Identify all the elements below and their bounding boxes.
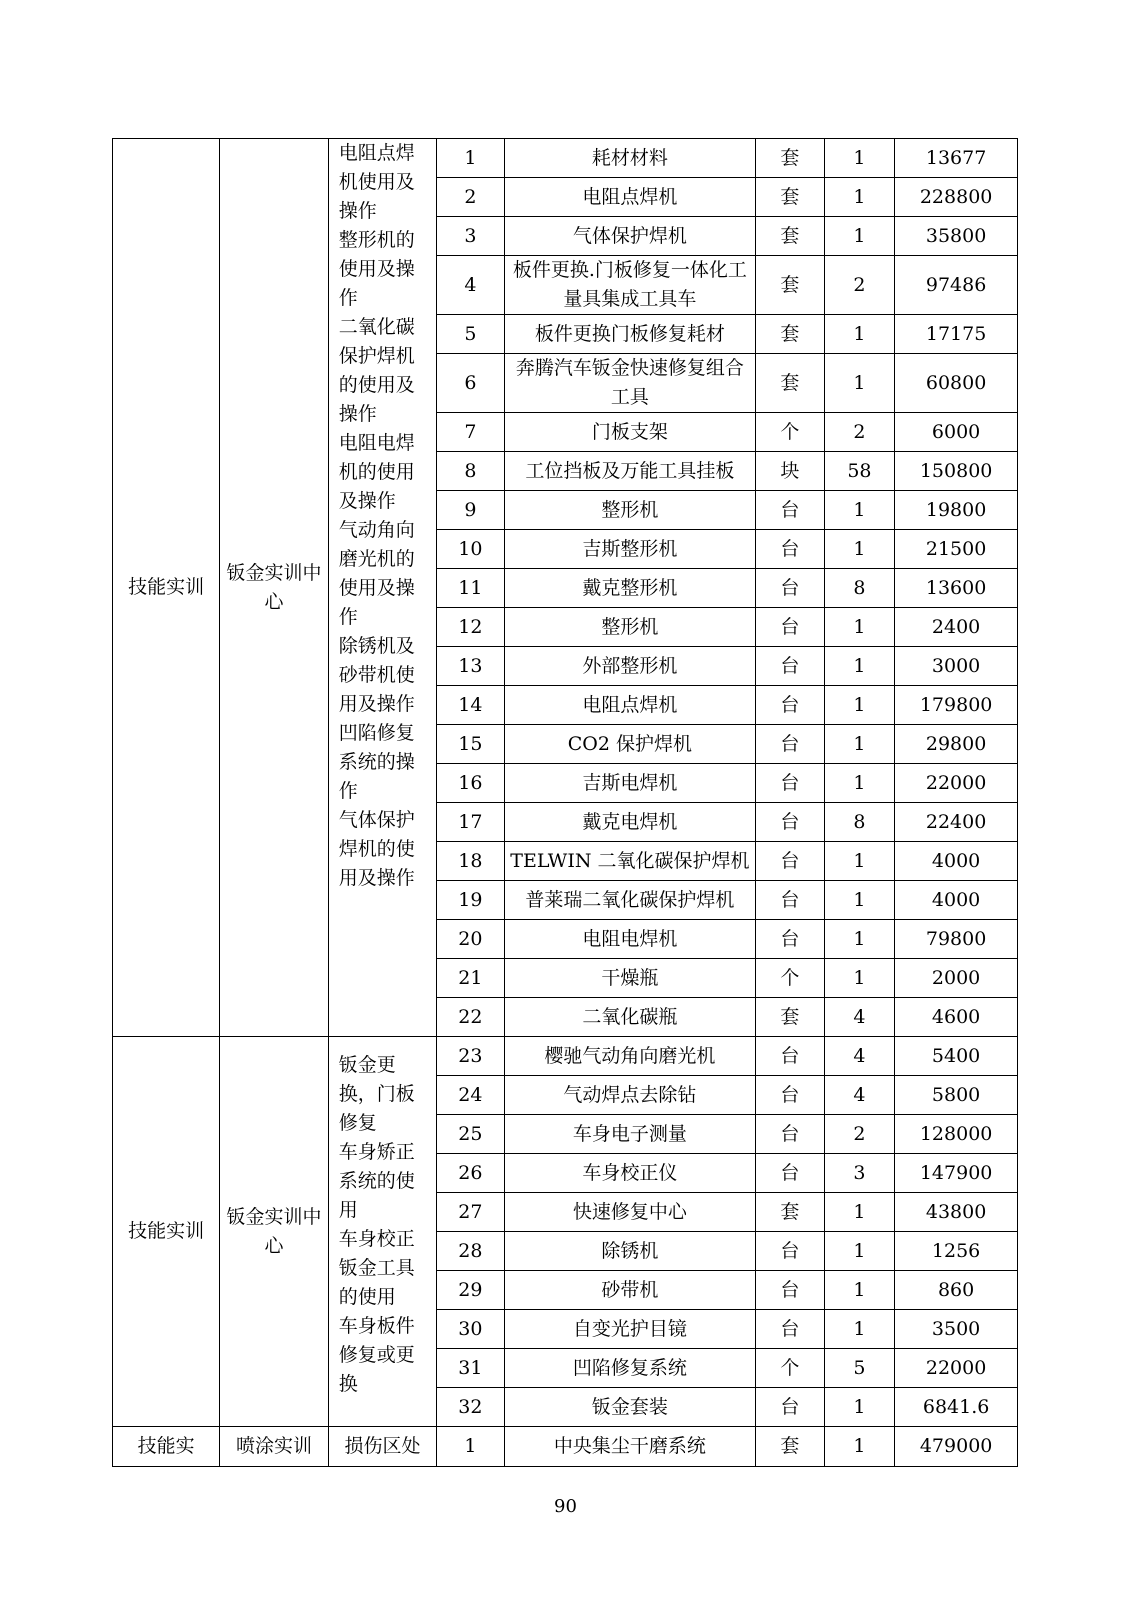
training-content-cell: 损伤区处 <box>328 1427 436 1467</box>
unit: 个 <box>756 959 825 998</box>
unit: 台 <box>756 764 825 803</box>
item-number: 2 <box>437 178 504 217</box>
quantity: 5 <box>824 1349 895 1388</box>
price: 97486 <box>895 256 1018 315</box>
equipment-name: 奔腾汽车钣金快速修复组合工具 <box>504 354 756 413</box>
unit: 套 <box>756 217 825 256</box>
quantity: 1 <box>824 217 895 256</box>
item-number: 21 <box>437 959 504 998</box>
quantity: 1 <box>824 530 895 569</box>
quantity: 1 <box>824 608 895 647</box>
training-topic: 电阻点焊机使用及操作 <box>338 142 415 222</box>
unit: 台 <box>756 1271 825 1310</box>
equipment-name: 车身电子测量 <box>504 1115 756 1154</box>
unit: 台 <box>756 686 825 725</box>
price: 4000 <box>895 881 1018 920</box>
unit: 台 <box>756 530 825 569</box>
quantity: 1 <box>824 959 895 998</box>
quantity: 1 <box>824 491 895 530</box>
training-content-cell <box>328 1037 436 1427</box>
training-topic: 电阻电焊机的使用及操作 <box>338 432 415 512</box>
quantity: 1 <box>824 1232 895 1271</box>
quantity: 1 <box>824 1427 895 1467</box>
item-number: 22 <box>437 998 504 1037</box>
quantity: 1 <box>824 1271 895 1310</box>
equipment-table <box>112 138 1018 1467</box>
item-number: 20 <box>437 920 504 959</box>
equipment-name: 外部整形机 <box>504 647 756 686</box>
equipment-name: TELWIN 二氧化碳保护焊机 <box>504 842 756 881</box>
training-topic: 车身板件修复或更换 <box>338 1315 415 1395</box>
equipment-name: 电阻点焊机 <box>504 178 756 217</box>
item-number: 32 <box>437 1388 504 1427</box>
price: 17175 <box>895 315 1018 354</box>
equipment-name: CO2 保护焊机 <box>504 725 756 764</box>
equipment-name: 普莱瑞二氧化碳保护焊机 <box>504 881 756 920</box>
quantity: 1 <box>824 315 895 354</box>
price: 2400 <box>895 608 1018 647</box>
price: 60800 <box>895 354 1018 413</box>
item-number: 12 <box>437 608 504 647</box>
quantity: 1 <box>824 725 895 764</box>
equipment-name: 二氧化碳瓶 <box>504 998 756 1037</box>
unit: 台 <box>756 647 825 686</box>
equipment-name: 吉斯电焊机 <box>504 764 756 803</box>
page-number: 90 <box>554 1496 577 1517</box>
unit: 台 <box>756 725 825 764</box>
item-number: 23 <box>437 1037 504 1076</box>
unit: 块 <box>756 452 825 491</box>
unit: 套 <box>756 178 825 217</box>
quantity: 1 <box>824 1388 895 1427</box>
price: 5400 <box>895 1037 1018 1076</box>
quantity: 1 <box>824 139 895 178</box>
quantity: 1 <box>824 647 895 686</box>
price: 3000 <box>895 647 1018 686</box>
training-topic: 整形机的使用及操作 <box>338 229 415 309</box>
price: 128000 <box>895 1115 1018 1154</box>
category-cell: 技能实 <box>113 1427 220 1467</box>
price: 479000 <box>895 1427 1018 1467</box>
item-number: 29 <box>437 1271 504 1310</box>
quantity: 1 <box>824 686 895 725</box>
equipment-name: 整形机 <box>504 608 756 647</box>
training-topic: 除锈机及砂带机使用及操作 <box>338 635 415 715</box>
quantity: 1 <box>824 881 895 920</box>
quantity: 58 <box>824 452 895 491</box>
training-topic: 气体保护焊机的使用及操作 <box>338 809 415 889</box>
unit: 套 <box>756 1427 825 1467</box>
price: 147900 <box>895 1154 1018 1193</box>
item-number: 7 <box>437 413 504 452</box>
unit: 台 <box>756 1154 825 1193</box>
quantity: 2 <box>824 1115 895 1154</box>
unit: 台 <box>756 491 825 530</box>
item-number: 25 <box>437 1115 504 1154</box>
table-row <box>113 1037 1018 1076</box>
equipment-name: 樱驰气动角向磨光机 <box>504 1037 756 1076</box>
equipment-name: 除锈机 <box>504 1232 756 1271</box>
price: 1256 <box>895 1232 1018 1271</box>
item-number: 10 <box>437 530 504 569</box>
quantity: 1 <box>824 1310 895 1349</box>
price: 29800 <box>895 725 1018 764</box>
training-topic: 车身矫正系统的使用 <box>338 1141 415 1221</box>
item-number: 13 <box>437 647 504 686</box>
equipment-name: 电阻电焊机 <box>504 920 756 959</box>
unit: 个 <box>756 1349 825 1388</box>
training-center-cell: 钣金实训中心 <box>220 139 328 1037</box>
equipment-name: 戴克整形机 <box>504 569 756 608</box>
quantity: 4 <box>824 998 895 1037</box>
item-number: 14 <box>437 686 504 725</box>
equipment-name: 气体保护焊机 <box>504 217 756 256</box>
training-content-cell <box>328 139 436 1037</box>
price: 4600 <box>895 998 1018 1037</box>
equipment-name: 砂带机 <box>504 1271 756 1310</box>
item-number: 24 <box>437 1076 504 1115</box>
quantity: 1 <box>824 764 895 803</box>
price: 19800 <box>895 491 1018 530</box>
unit: 套 <box>756 256 825 315</box>
quantity: 2 <box>824 256 895 315</box>
price: 21500 <box>895 530 1018 569</box>
price: 35800 <box>895 217 1018 256</box>
training-center-cell: 喷涂实训 <box>220 1427 328 1467</box>
item-number: 11 <box>437 569 504 608</box>
price: 79800 <box>895 920 1018 959</box>
item-number: 27 <box>437 1193 504 1232</box>
item-number: 28 <box>437 1232 504 1271</box>
unit: 台 <box>756 608 825 647</box>
item-number: 18 <box>437 842 504 881</box>
equipment-name: 中央集尘干磨系统 <box>504 1427 756 1467</box>
equipment-name: 板件更换.门板修复一体化工量具集成工具车 <box>504 256 756 315</box>
table-row <box>113 139 1018 178</box>
equipment-name: 门板支架 <box>504 413 756 452</box>
category-cell: 技能实训 <box>113 139 220 1037</box>
item-number: 6 <box>437 354 504 413</box>
unit: 台 <box>756 842 825 881</box>
equipment-name: 整形机 <box>504 491 756 530</box>
table-row <box>113 1427 1018 1467</box>
equipment-name: 凹陷修复系统 <box>504 1349 756 1388</box>
price: 228800 <box>895 178 1018 217</box>
unit: 套 <box>756 354 825 413</box>
equipment-name: 戴克电焊机 <box>504 803 756 842</box>
training-topic: 气动角向磨光机的使用及操作 <box>338 519 415 628</box>
price: 179800 <box>895 686 1018 725</box>
unit: 台 <box>756 881 825 920</box>
price: 3500 <box>895 1310 1018 1349</box>
equipment-name: 工位挡板及万能工具挂板 <box>504 452 756 491</box>
equipment-name: 吉斯整形机 <box>504 530 756 569</box>
item-number: 26 <box>437 1154 504 1193</box>
item-number: 31 <box>437 1349 504 1388</box>
equipment-name: 快速修复中心 <box>504 1193 756 1232</box>
unit: 台 <box>756 1232 825 1271</box>
price: 6000 <box>895 413 1018 452</box>
item-number: 15 <box>437 725 504 764</box>
item-number: 17 <box>437 803 504 842</box>
unit: 台 <box>756 1037 825 1076</box>
quantity: 1 <box>824 842 895 881</box>
quantity: 3 <box>824 1154 895 1193</box>
price: 43800 <box>895 1193 1018 1232</box>
unit: 台 <box>756 1310 825 1349</box>
equipment-name: 电阻点焊机 <box>504 686 756 725</box>
item-number: 19 <box>437 881 504 920</box>
item-number: 30 <box>437 1310 504 1349</box>
item-number: 1 <box>437 139 504 178</box>
unit: 台 <box>756 1388 825 1427</box>
item-number: 3 <box>437 217 504 256</box>
unit: 台 <box>756 1115 825 1154</box>
price: 4000 <box>895 842 1018 881</box>
item-number: 8 <box>437 452 504 491</box>
training-center-cell: 钣金实训中心 <box>220 1037 328 1427</box>
unit: 个 <box>756 413 825 452</box>
price: 22000 <box>895 1349 1018 1388</box>
item-number: 5 <box>437 315 504 354</box>
unit: 套 <box>756 1193 825 1232</box>
unit: 台 <box>756 920 825 959</box>
table-body <box>113 139 1018 1467</box>
item-number: 4 <box>437 256 504 315</box>
price: 150800 <box>895 452 1018 491</box>
equipment-name: 车身校正仪 <box>504 1154 756 1193</box>
price: 22400 <box>895 803 1018 842</box>
equipment-name: 钣金套装 <box>504 1388 756 1427</box>
quantity: 8 <box>824 569 895 608</box>
equipment-name: 耗材材料 <box>504 139 756 178</box>
quantity: 4 <box>824 1076 895 1115</box>
unit: 套 <box>756 998 825 1037</box>
price: 22000 <box>895 764 1018 803</box>
equipment-name: 气动焊点去除钻 <box>504 1076 756 1115</box>
unit: 套 <box>756 315 825 354</box>
unit: 台 <box>756 1076 825 1115</box>
quantity: 1 <box>824 1193 895 1232</box>
category-cell: 技能实训 <box>113 1037 220 1427</box>
price: 13600 <box>895 569 1018 608</box>
unit: 台 <box>756 569 825 608</box>
training-topic: 凹陷修复系统的操作 <box>338 722 415 802</box>
equipment-name: 自变光护目镜 <box>504 1310 756 1349</box>
price: 13677 <box>895 139 1018 178</box>
unit: 套 <box>756 139 825 178</box>
training-topic: 车身校正钣金工具的使用 <box>338 1228 415 1308</box>
price: 5800 <box>895 1076 1018 1115</box>
quantity: 4 <box>824 1037 895 1076</box>
item-number: 9 <box>437 491 504 530</box>
quantity: 1 <box>824 354 895 413</box>
unit: 台 <box>756 803 825 842</box>
equipment-name: 板件更换门板修复耗材 <box>504 315 756 354</box>
quantity: 2 <box>824 413 895 452</box>
training-topic: 二氧化碳保护焊机的使用及操作 <box>338 316 415 425</box>
quantity: 8 <box>824 803 895 842</box>
price: 2000 <box>895 959 1018 998</box>
training-topic: 钣金更换，门板修复 <box>338 1054 415 1134</box>
quantity: 1 <box>824 178 895 217</box>
equipment-name: 干燥瓶 <box>504 959 756 998</box>
item-number: 1 <box>437 1427 504 1467</box>
quantity: 1 <box>824 920 895 959</box>
item-number: 16 <box>437 764 504 803</box>
price: 6841.6 <box>895 1388 1018 1427</box>
price: 860 <box>895 1271 1018 1310</box>
